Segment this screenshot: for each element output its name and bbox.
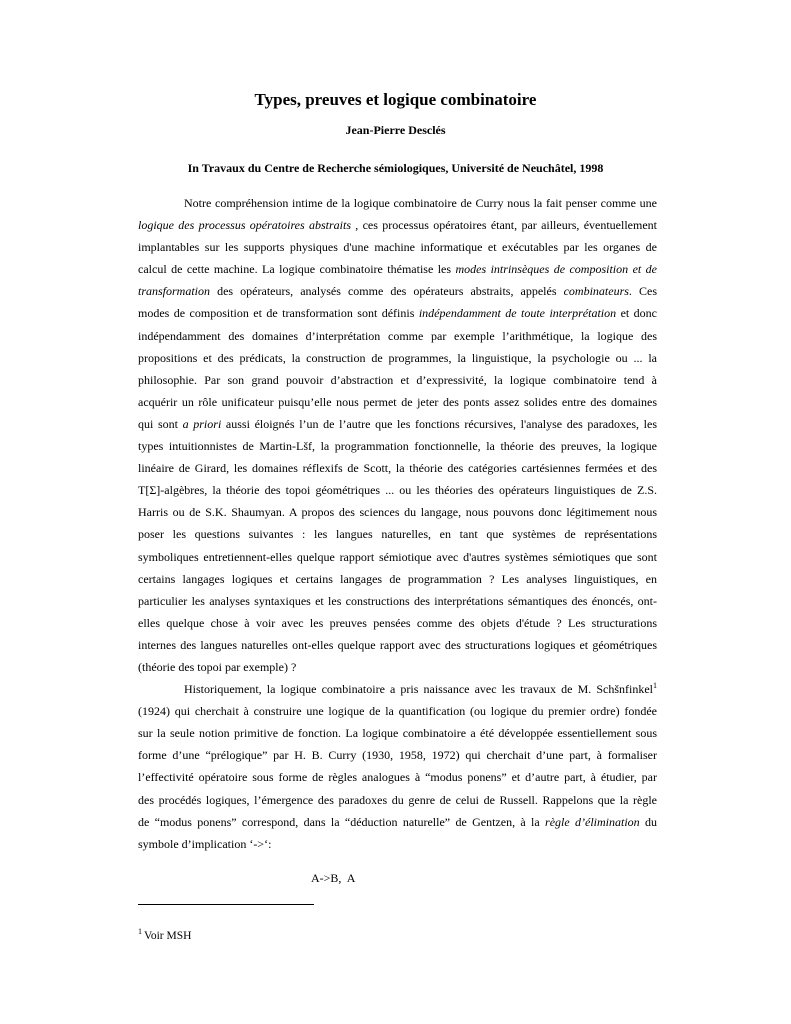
text-line: [138, 325, 657, 347]
text-line: [138, 391, 657, 413]
text-run: forme d’une “prélogique” par H. B. Curry (1930, 1958, 1972) qui cherchait d’une part, à formaliser: [138, 748, 657, 763]
text-run: implantables sur les supports physiques d'une machine informatique et exécutables par les organes de: [138, 240, 657, 255]
text-line: [138, 789, 657, 811]
text-line: [138, 192, 657, 214]
text-run: certains langages logiques et certains langages de programmation ? Les analyses linguistiques, en: [138, 571, 657, 586]
text-run: du: [639, 814, 657, 829]
text-run: linéaire de Girard, les domaines réflexifs de Scott, la théorie des catégories cartésiennes fermées et des: [138, 461, 657, 476]
footnote-separator: [138, 904, 314, 905]
text-line: [138, 435, 657, 457]
publication-source: In Travaux du Centre de Recherche sémiologiques, Université de Neuchâtel, 1998: [187, 161, 604, 175]
text-run: internes des langues naturelles ont-elles quelque rapport avec des structurations logiques et géométriques: [138, 637, 657, 652]
italic-text: logique des processus opératoires abstraits: [138, 218, 351, 233]
text-line: [138, 280, 657, 302]
text-run: . Ces: [628, 284, 657, 299]
text-line: [138, 568, 657, 590]
paragraph: [138, 192, 657, 678]
text-run: types intuitionnistes de Martin-Lšf, la programmation fonctionnelle, la théorie des preuves, la logique: [138, 439, 657, 454]
text-run: de “modus ponens” correspond, dans la “déduction naturelle” de Gentzen, à la: [138, 814, 546, 829]
italic-text: modes intrinsèques de composition et de: [455, 262, 657, 277]
footnote-reference: 1: [653, 681, 657, 691]
text-line: [138, 523, 657, 545]
text-run: (théorie des topoi par exemple) ?: [138, 659, 297, 674]
text-line: [138, 700, 657, 722]
text-line: [138, 258, 657, 280]
text-run: , ces processus opératoires étant, par ailleurs, éventuellement: [351, 218, 657, 233]
footnote-marker: 1: [138, 927, 142, 937]
text-run: symbole d’implication ‘->‘:: [138, 836, 272, 851]
body-text: [138, 192, 657, 855]
text-line: [138, 546, 657, 568]
text-line: [138, 722, 657, 744]
text-run: acquérir un rôle unificateur puisqu’elle nous permet de jeter des ponts assez solides entre des domaines: [138, 394, 657, 409]
italic-text: indépendamment de toute interprétation: [418, 306, 617, 321]
text-line: [138, 766, 657, 788]
text-line: [138, 302, 657, 324]
text-line: [138, 369, 657, 391]
text-line: [138, 744, 657, 766]
text-run: Harris ou de S.K. Shaumyan. A propos des sciences du langage, nous pouvons donc légitimement nous: [138, 505, 657, 520]
text-line: [138, 501, 657, 523]
text-line: [138, 678, 657, 700]
text-run: des opérateurs, analysés comme des opérateurs abstraits, appelés: [210, 284, 564, 299]
text-run: symboliques entretiennent-elles quelque rapport sémiotique avec d'autres systèmes sémiotiques que sont: [138, 549, 657, 564]
document-title: Types, preuves et logique combinatoire: [254, 90, 537, 109]
footnote-text: Voir MSH: [144, 930, 192, 942]
text-run: des procédés logiques, l’émergence des paradoxes du genre de celui de Russell. Rappelons que la règle: [138, 792, 657, 807]
paragraph: [138, 678, 657, 855]
italic-text: transformation: [138, 284, 211, 299]
text-run: T[Σ]-algèbres, la théorie des topoi géométriques ... ou les théories des opérateurs linguistiques de Z.S.: [138, 483, 657, 498]
text-run: aussi éloignés l’un de l’autre que les fonctions récursives, l'analyse des paradoxes, les: [221, 416, 657, 431]
text-line: [138, 214, 657, 236]
text-line: [138, 457, 657, 479]
text-run: particulier les analyses syntaxiques et les constructions des interprétations sémantiques des énoncés, ont-: [138, 593, 657, 608]
text-run: elles quelque chose à voir avec les preuves pensées comme des objets d'étude ? Les structurations: [138, 615, 657, 630]
italic-text: combinateurs: [563, 284, 629, 299]
text-line: [138, 612, 657, 634]
text-line: [138, 347, 657, 369]
text-run: Historiquement, la logique combinatoire a pris naissance avec les travaux de M. Schšnfinkel: [184, 682, 653, 697]
text-run: Notre compréhension intime de la logique combinatoire de Curry nous la fait penser comme une: [184, 196, 657, 210]
author-name: Jean-Pierre Desclés: [345, 123, 446, 137]
text-line: [138, 656, 657, 678]
text-run: (1924) qui cherchait à construire une logique de la quantification (ou logique du premier ordre) fondée: [138, 704, 657, 719]
italic-text: a priori: [182, 416, 222, 431]
text-line: [138, 833, 657, 855]
text-line: [138, 413, 657, 435]
text-run: qui sont: [138, 416, 183, 431]
italic-text: règle d’élimination: [545, 814, 640, 829]
text-line: [138, 479, 657, 501]
text-run: sur la seule notion primitive de fonction. La logique combinatoire a été développée essentiellement sous: [138, 726, 657, 741]
text-run: et donc: [616, 306, 657, 321]
footnote: [138, 927, 191, 945]
text-run: calcul de cette machine. La logique combinatoire thématise les: [138, 262, 456, 277]
text-line: [138, 634, 657, 656]
text-line: [138, 590, 657, 612]
text-run: propositions et des prédicats, la construction de programmes, la linguistique, la psychologie ou ... la: [138, 350, 657, 365]
text-run: poser les questions suivantes : les langues naturelles, en tant que systèmes de représentations: [138, 527, 657, 542]
text-run: modes de composition et de transformation sont définis: [138, 306, 419, 321]
text-run: indépendamment des domaines d’interprétation comme par exemple l’arithmétique, la logique des: [138, 328, 657, 343]
text-run: philosophie. Par son grand pouvoir d’abstraction et d’expressivité, la logique combinatoire tend à: [138, 372, 657, 387]
text-run: l’effectivité opératoire sous forme de règles analogues à “modus ponens” et d’autre part, à étudier, par: [138, 770, 657, 785]
text-line: [138, 236, 657, 258]
text-line: [138, 811, 657, 833]
formula: A->B, A: [311, 871, 356, 885]
